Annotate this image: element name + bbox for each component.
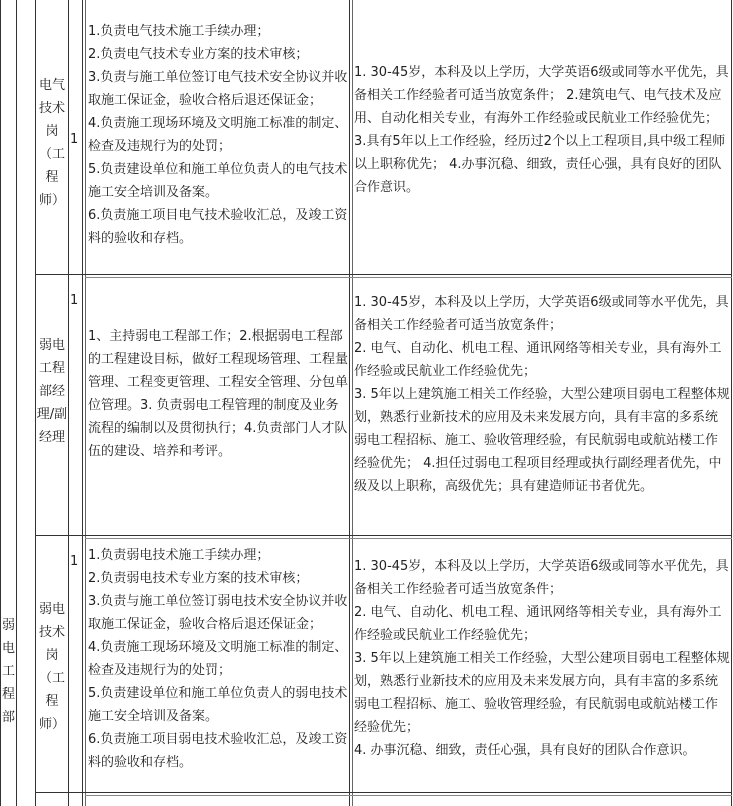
duties-cell xyxy=(88,544,348,774)
duty-line: 6.负责施工项目弱电技术验收汇总，及竣工资料的验收和存档。 xyxy=(88,732,348,770)
duty-line: 3.负责与施工单位签订弱电技术安全协议并收取施工保证金，验收合格后退还保证金； xyxy=(88,594,348,632)
duty-line: 4.负责施工现场环境及文明施工标准的制定、检查及违规行为的处罚； xyxy=(88,640,348,678)
requirement-line: 2. 电气、自动化、机电工程、通讯网络等相关专业，具有海外工作经验或民航业工作经验优先； xyxy=(354,341,722,379)
row-separator xyxy=(35,535,732,536)
table-border xyxy=(349,0,350,806)
row-separator xyxy=(85,277,732,278)
duty-line: 3.负责与施工单位签订电气技术安全协议并收取施工保证金，验收合格后退还保证金； xyxy=(88,70,348,108)
position-cell: 弱电工程部经理/副经理 xyxy=(36,338,68,445)
duty-line: 5.负责建设单位和施工单位负责人的电气技术施工安全培训及备案。 xyxy=(88,162,348,200)
duty-line: 2.负责电气技术专业方案的技术审核； xyxy=(88,47,309,62)
row-separator xyxy=(35,274,732,275)
requirement-line: 4. 办事沉稳、细致，责任心强，具有良好的团队合作意识。 xyxy=(354,743,696,758)
duties-cell xyxy=(88,325,348,463)
table-border xyxy=(85,0,86,806)
duty-line: 5.负责建设单位和施工单位负责人的弱电技术施工安全培训及备案。 xyxy=(88,686,348,724)
requirements-cell xyxy=(354,291,730,498)
requirement-line: 3.具有5年以上工作经验，经历过2个以上工程项目,具中级工程师以上职称优先； 4.办事沉稳、细致，责任心强，具有良好的团队合作意识。 xyxy=(354,134,726,195)
duty-line: 1.负责电气技术施工手续办理； xyxy=(88,24,270,39)
duty-line: 1、主持弱电工程部工作；2.根据弱电工程部的工程建设目标，做好工程现场管理、工程量管理、工程变更管理、工程安全管理、分包单位管理。3. 负责弱电工程管理的制度及业务流程的编制以及贯彻执行；4.负责部门人才队伍的建设、培养和考评。 xyxy=(88,329,349,459)
requirement-line: 2. 电气、自动化、机电工程、通讯网络等相关专业，具有海外工作经验或民航业工作经验优先； xyxy=(354,605,722,643)
position-cell: 弱电技术岗（工程师） xyxy=(38,602,65,732)
table-border xyxy=(82,0,83,806)
duty-line: 1.负责弱电技术施工手续办理； xyxy=(88,548,270,563)
duty-line: 6.负责施工项目电气技术验收汇总，及竣工资料的验收和存档。 xyxy=(88,208,348,246)
headcount-cell: 1 xyxy=(70,132,79,147)
headcount-cell: 1 xyxy=(70,293,79,308)
department-cell: 弱电工程部 xyxy=(1,618,15,725)
table-border xyxy=(68,0,69,806)
duties-cell xyxy=(88,20,348,250)
requirement-line: 1. 30-45岁，本科及以上学历，大学英语6级或同等水平优先，具备相关工作经验者可适当放宽条件； xyxy=(354,295,729,333)
requirement-line: 3. 5年以上建筑施工相关工作经验，大型公建项目弱电工程整体规划，熟悉行业新技术的应用及未来发展方向，具有丰富的多系统弱电工程招标、施工、验收管理经验，有民航弱电或航站楼工作经验优先； 4.担任过弱电工程项目经理或执行副经理者优先，中级及以上职称，高级优先；具有建造师证书者优先。 xyxy=(354,387,730,494)
row-separator xyxy=(85,795,732,796)
row-separator xyxy=(35,792,732,793)
table-border xyxy=(16,0,17,806)
requirements-cell xyxy=(354,555,730,762)
requirement-line: 3. 5年以上建筑施工相关工作经验，大型公建项目弱电工程整体规划，熟悉行业新技术的应用及未来发展方向，具有丰富的多系统弱电工程招标、施工、验收管理经验，有民航弱电或航站楼工作经验优先； xyxy=(354,651,730,735)
duty-line: 4.负责施工现场环境及文明施工标准的制定、检查及违规行为的处罚； xyxy=(88,116,348,154)
headcount-cell: 1 xyxy=(70,554,79,569)
requirement-line: 1. 30-45岁，本科及以上学历，大学英语6级或同等水平优先，具备相关工作经验者可适当放宽条件； 2.建筑电气、电气技术及应用、自动化相关专业，有海外工作经验或民航业工作经验优先； xyxy=(354,65,729,126)
duty-line: 2.负责弱电技术专业方案的技术审核； xyxy=(88,571,309,586)
position-cell: 电气技术岗（工程师） xyxy=(38,78,65,208)
table-border xyxy=(352,0,353,806)
row-separator xyxy=(85,538,732,539)
requirements-cell xyxy=(354,61,730,199)
requirement-line: 1. 30-45岁，本科及以上学历，大学英语6级或同等水平优先，具备相关工作经验者可适当放宽条件； xyxy=(354,559,729,597)
table-border xyxy=(731,0,732,806)
